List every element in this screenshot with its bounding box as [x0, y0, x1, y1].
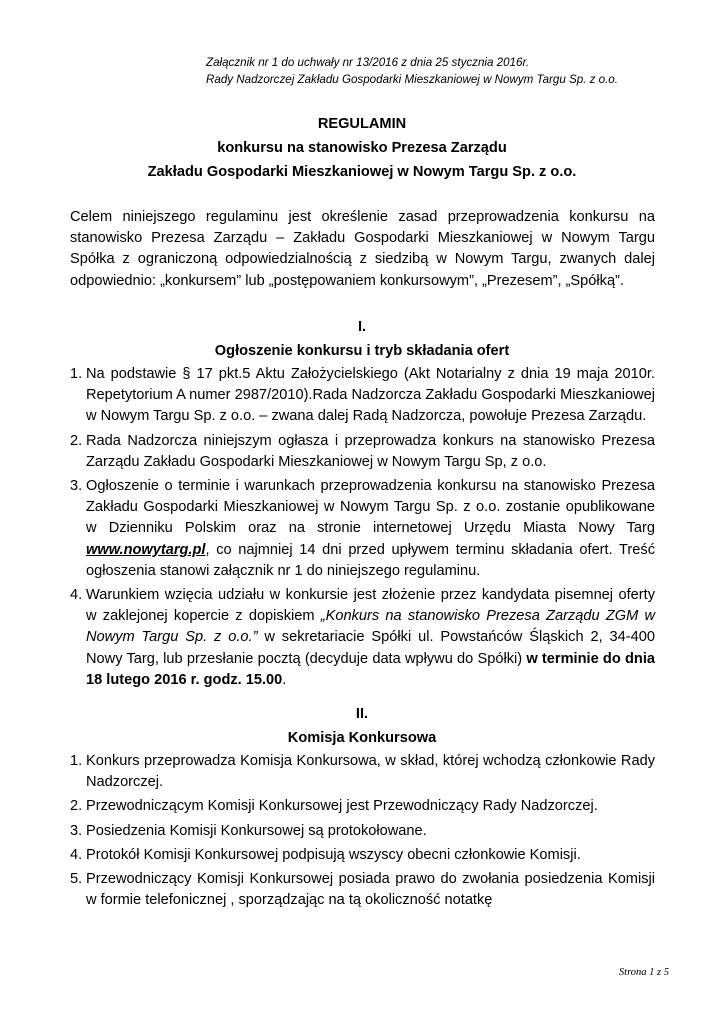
list-item-number: 3.: [70, 478, 83, 495]
list-item-number: 1.: [70, 753, 83, 769]
list-item-text: Na podstawie § 17 pkt.5 Aktu Założycielskiego (Akt Notarialny z dnia 19 maja 2010r. Repetytorium A numer 2987/2010).Rada Nadzorcza Zakładu Gospodarki Mieszkaniowej w Nowym Targu Sp. z o.o. – zwana dalej Radą Nadzorcza, powołuje Prezesa Zarządu.: [86, 366, 655, 425]
document-header: [206, 54, 618, 88]
list-item: [70, 796, 655, 817]
list-item-text: Przewodniczącym Komisji Konkursowej jest Przewodniczący Rady Nadzorczej.: [86, 798, 598, 815]
deadline-text: w terminie do dnia 18 lutego 2016 r. godz. 15.00: [86, 650, 655, 688]
list-item: [70, 845, 655, 866]
list-item: [70, 585, 655, 691]
section-2-number: II.: [355, 706, 369, 722]
list-item-text: Rada Nadzorcza niniejszym ogłasza i przeprowadza konkurs na stanowisko Prezesa Zarządu Zakładu Gospodarki Mieszkaniowej w Nowym Targu Sp, z o.o.: [86, 432, 655, 470]
envelope-label-text: „Konkurs na stanowisko Prezesa Zarządu ZGM w Nowym Targu Sp. z o.o.”: [86, 608, 656, 646]
section-1-number: I.: [357, 319, 367, 335]
list-item-text: Ogłoszenie o terminie i warunkach przeprowadzenia konkursu na stanowisko Prezesa Zakładu Gospodarki Mieszkaniowej w Nowym Targu Sp. z o.o. zostanie opublikowane w Dzienniku Polskim oraz na stronie internetowej Urzędu Miasta Nowy Targ: [86, 478, 655, 537]
list-item-number: 3.: [70, 822, 83, 839]
section-1-title: Ogłoszenie konkursu i tryb składania ofert: [214, 343, 510, 359]
list-item-text: Posiedzenia Komisji Konkursowej są protokołowane.: [86, 822, 427, 839]
list-item-number: 1.: [70, 366, 83, 382]
list-item-text: Protokół Komisji Konkursowej podpisują wszyscy obecni członkowie Komisji.: [86, 846, 581, 863]
list-item-number: 4.: [70, 587, 83, 604]
list-item-number: 2.: [70, 798, 83, 815]
page-number: Strona 1 z 5: [618, 967, 669, 978]
list-item-number: 4.: [70, 846, 83, 863]
list-item: [70, 869, 655, 911]
list-item-text: .: [282, 671, 287, 688]
list-item-number: 5.: [70, 871, 83, 888]
list-item: [70, 431, 655, 473]
document-subtitle-2: Zakładu Gospodarki Mieszkaniowej w Nowym Targu Sp. z o.o.: [147, 164, 577, 180]
website-link[interactable]: www.nowytarg.pl: [86, 541, 206, 558]
list-item: [70, 751, 655, 793]
list-item-text: , co najmniej 14 dni przed upływem terminu składania ofert. Treść ogłoszenia stanowi załącznik nr 1 do niniejszego regulaminu.: [86, 541, 655, 579]
document-subtitle-1: konkursu na stanowisko Prezesa Zarządu: [217, 140, 507, 156]
header-line-1: Załącznik nr 1 do uchwały nr 13/2016 z dnia 25 stycznia 2016r.: [206, 56, 530, 69]
section-1-list: [70, 364, 655, 694]
list-item-text: Konkurs przeprowadza Komisja Konkursowa, w skład, której wchodzą członkowie Rady Nadzorczej.: [86, 753, 655, 791]
section-2-list: [70, 751, 655, 914]
list-item: [70, 476, 655, 582]
list-item: [70, 821, 655, 842]
list-item-text: Przewodniczący Komisji Konkursowej posiada prawo do zwołania posiedzenia Komisji w formie telefonicznej , sporządzając na tą okoliczność notatkę: [86, 871, 655, 909]
intro-paragraph: Celem niniejszego regulaminu jest określenie zasad przeprowadzenia konkursu na stanowisko Prezesa Zarządu – Zakładu Gospodarki Mieszkaniowej w Nowym Targu Spółka z ograniczoną odpowiedzialnością z siedzibą w Nowym Targu, zwanych dalej odpowiednio: „konkursem” lub „postępowaniem konkursowym”, „Prezesem”, „Spółką”.: [70, 209, 655, 289]
list-item: [70, 364, 655, 428]
section-2-title: Komisja Konkursowa: [287, 730, 437, 746]
document-title: REGULAMIN: [317, 116, 407, 132]
list-item-text: w sekretariacie Spółki ul. Powstańców Śląskich 2, 34-400 Nowy Targ, lub przesłanie pocztą (decyduje data wpływu do Spółki): [86, 629, 655, 667]
list-item-text: Warunkiem wzięcia udziału w konkursie jest złożenie przez kandydata pisemnej oferty w zaklejonej kopercie z dopiskiem: [86, 587, 655, 625]
list-item-number: 2.: [70, 432, 83, 449]
header-line-2: Rady Nadzorczej Zakładu Gospodarki Mieszkaniowej w Nowym Targu Sp. z o.o.: [206, 73, 618, 86]
